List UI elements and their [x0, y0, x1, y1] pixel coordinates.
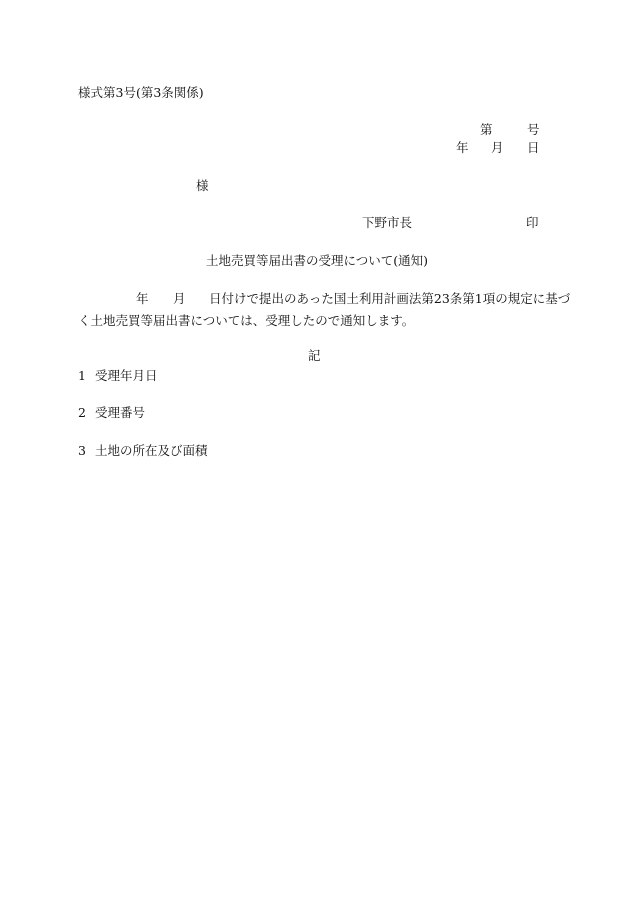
doc-number-gou: 号 — [527, 122, 540, 137]
item-1-number: 1 — [78, 368, 86, 383]
seal-mark: 印 — [526, 215, 539, 230]
date-month: 月 — [491, 140, 504, 155]
body-line-2: く土地売買等届出書については、受理したので通知します。 — [78, 313, 415, 328]
date-day: 日 — [527, 140, 540, 155]
addressee-honorific: 様 — [196, 178, 209, 193]
doc-number-dai: 第 — [480, 122, 493, 137]
body-line-1: 日付けで提出のあった国土利用計画法第23条第1項の規定に基づ — [209, 291, 571, 306]
body-month: 月 — [173, 291, 186, 306]
body-year: 年 — [136, 291, 149, 306]
date-year: 年 — [456, 140, 469, 155]
item-2-number: 2 — [78, 405, 86, 420]
sender-name: 下野市長 — [362, 215, 413, 230]
ki-heading: 記 — [308, 348, 321, 363]
form-label: 様式第3号(第3条関係) — [78, 85, 204, 100]
item-3-number: 3 — [78, 443, 86, 458]
item-3-label: 土地の所在及び面積 — [95, 443, 208, 458]
item-1-label: 受理年月日 — [95, 368, 158, 383]
document-title: 土地売買等届出書の受理について(通知) — [206, 253, 429, 268]
item-2-label: 受理番号 — [95, 405, 146, 420]
